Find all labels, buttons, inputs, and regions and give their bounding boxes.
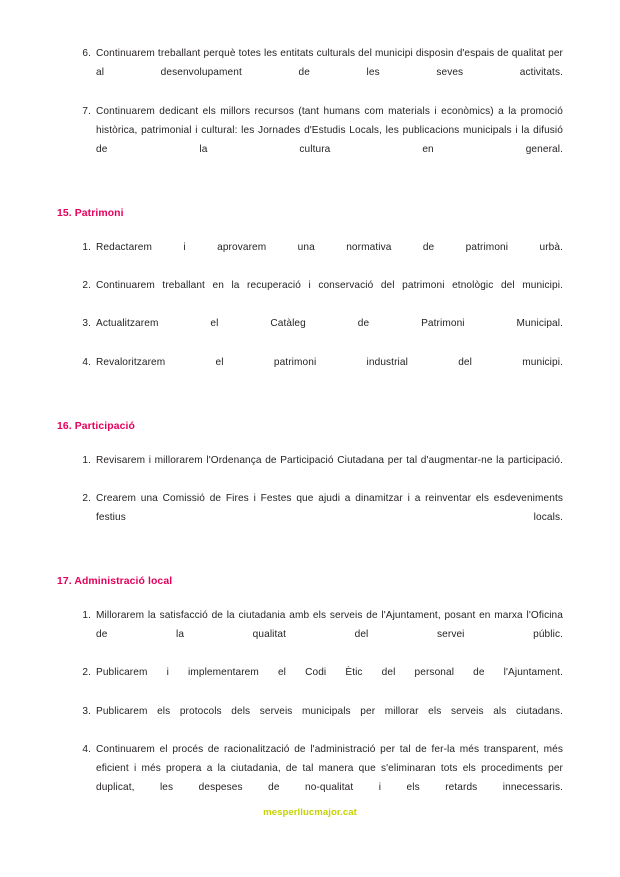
list-item <box>57 451 563 489</box>
list-item-text: Revaloritzarem el patrimoni industrial del municipi. <box>96 356 563 368</box>
spacer <box>57 221 563 238</box>
section-heading: 17. Administració local <box>57 576 173 588</box>
section-administracio-local <box>57 576 563 816</box>
section-numbered-list <box>57 238 563 391</box>
list-item <box>57 276 563 314</box>
spacer <box>57 589 563 606</box>
list-item-text: Crearem una Comissió de Fires i Festes que ajudi a dinamitzar i a reinventar els esdeveniments festius locals. <box>96 492 563 524</box>
spacer <box>57 391 563 421</box>
list-item-text: Actualitzarem el Catàleg de Patrimoni Municipal. <box>96 318 563 330</box>
list-item <box>57 702 563 740</box>
list-item <box>57 44 563 102</box>
list-item-text: Redactarem i aprovarem una normativa de patrimoni urbà. <box>96 241 563 253</box>
list-item <box>57 353 563 391</box>
list-item-marker: 2. <box>82 667 91 679</box>
list-item-marker: 1. <box>82 609 91 621</box>
list-item-text: Revisarem i millorarem l'Ordenança de Participació Ciutadana per tal d'augmentar-ne la participació. <box>96 454 563 466</box>
list-item <box>57 489 563 547</box>
spacer <box>57 178 563 208</box>
list-item-marker: 2. <box>82 280 91 292</box>
section-numbered-list <box>57 606 563 817</box>
list-item-text: Publicarem els protocols dels serveis municipals per millorar els serveis als ciutadans. <box>96 705 563 717</box>
list-item-marker: 3. <box>82 705 91 717</box>
list-item <box>57 102 563 179</box>
list-item-text: Continuarem treballant perquè totes les entitats culturals del municipi disposin d'espais de qualitat per al desenvolupament de les seves activitats. <box>96 48 563 79</box>
list-item <box>57 314 563 352</box>
section-heading: 15. Patrimoni <box>57 208 124 220</box>
list-item-text: Continuarem el procés de racionalització de l'administració per tal de fer-la més transparent, més eficient i més propera a la ciutadania, de tal manera que s'eliminaran tots els procediments per duplicat, les despeses de no-qualitat i els retards innecessaris. <box>96 744 563 794</box>
page-content <box>57 44 563 817</box>
section-patrimoni <box>57 208 563 391</box>
list-item-marker: 4. <box>82 356 91 368</box>
section-heading: 16. Participació <box>57 421 135 433</box>
continued-numbered-list <box>57 44 563 178</box>
section-participacio <box>57 421 563 546</box>
list-item-text: Continuarem dedicant els millors recursos (tant humans com materials i econòmics) a la promoció històrica, patrimonial i cultural: les Jornades d'Estudis Locals, les publicacions municipals i la difusió de la cultura en general. <box>96 105 563 155</box>
list-item-marker: 1. <box>82 454 91 466</box>
list-item-marker: 6. <box>82 48 91 59</box>
list-item-marker: 2. <box>82 492 91 504</box>
spacer <box>57 546 563 576</box>
list-item-marker: 1. <box>82 241 91 253</box>
spacer <box>57 434 563 451</box>
list-item <box>57 606 563 664</box>
list-item-marker: 3. <box>82 318 91 330</box>
page-footer <box>0 802 620 820</box>
list-item-text: Publicarem i implementarem el Codi Ètic del personal de l'Ajuntament. <box>96 667 563 679</box>
list-item <box>57 663 563 701</box>
list-item-marker: 7. <box>82 105 91 117</box>
section-numbered-list <box>57 451 563 547</box>
list-item-text: Millorarem la satisfacció de la ciutadania amb els serveis de l'Ajuntament, posant en marxa l'Oficina de la qualitat del servei públic. <box>96 609 563 641</box>
list-item-text: Continuarem treballant en la recuperació i conservació del patrimoni etnològic del municipi. <box>96 280 563 292</box>
footer-website-label: mesperllucmajor.cat <box>263 807 357 818</box>
list-item <box>57 238 563 276</box>
list-item-marker: 4. <box>82 744 91 756</box>
